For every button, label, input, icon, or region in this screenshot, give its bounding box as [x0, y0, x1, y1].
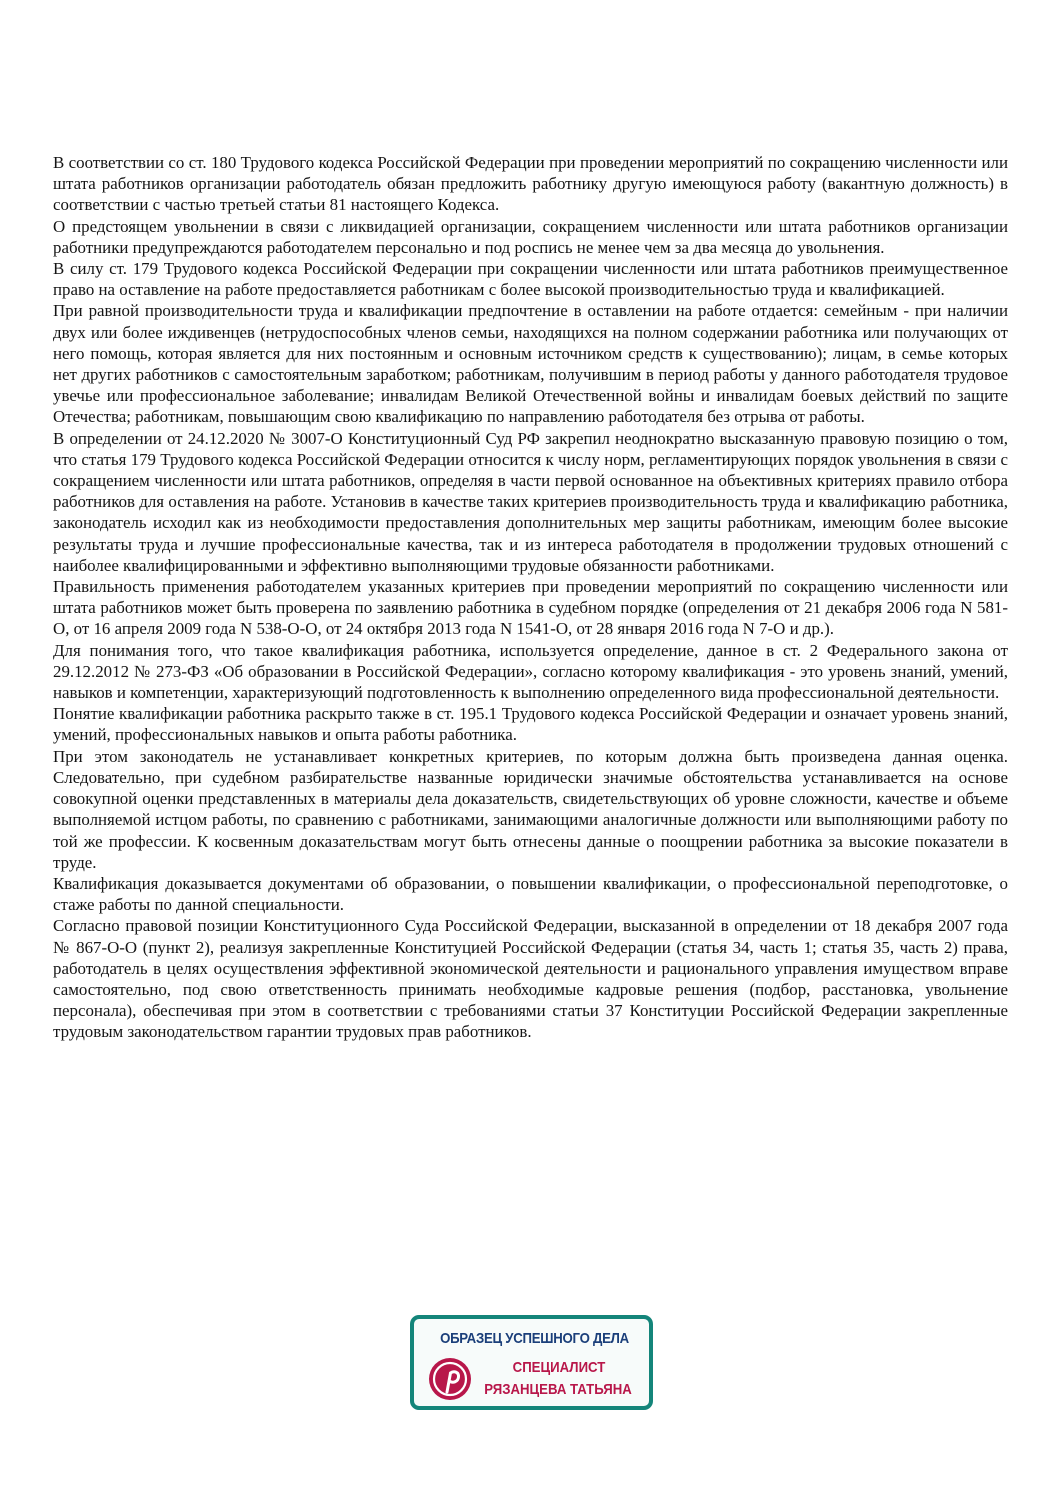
paragraph-constitutional-court-3007: В определении от 24.12.2020 № 3007-О Конституционный Суд РФ закрепил неоднократно высказанную правовую позицию о том, что статья 179 Трудового кодекса Российской Федерации относится к числу норм, регламентирующих порядок увольнения в связи с сокращением численности или штата работников, определяя в части первой основанное на объективных критериях правило отбора работников для оставления на работе. Установив в качестве таких критериев производительность труда и квалификацию работника, законодатель исходил как из необходимости предоставления дополнительных мер защиты работникам, имеющим более высокие результаты труда и лучшие профессиональные качества, так и из интереса работодателя в продолжении трудовых отношений с наиболее квалифицированными и эффективно выполняющими трудовые обязанности работниками.: [53, 428, 1008, 575]
paragraph-preference-order: При равной производительности труда и квалификации предпочтение в оставлении на работе отдается: семейным - при наличии двух или более иждивенцев (нетрудоспособных членов семьи, находящихся на полном содержании работника или получающих от него помощь, которая является для них постоянным и основным источником средств к существованию); лицам, в семье которых нет других работников с самостоятельным заработком; работникам, получившим в период работы у данного работодателя трудовое увечье или профессиональное заболевание; инвалидам Великой Отечественной войны и инвалидам боевых действий по защите Отечества; работникам, повышающим свою квалификацию по направлению работодателя без отрыва от работы.: [53, 301, 1008, 427]
paragraph-art-195-1: Понятие квалификации работника раскрыто также в ст. 195.1 Трудового кодекса Российской Федерации и означает уровень знаний, умений, профессиональных навыков и опыта работы работника.: [53, 704, 1008, 745]
document-body: [53, 152, 1008, 1043]
stamp-title: ОБРАЗЕЦ УСПЕШНОГО ДЕЛА: [440, 1330, 629, 1347]
paragraph-dismissal-notice: О предстоящем увольнении в связи с ликвидацией организации, сокращением численности или штата работников организации работники предупреждаются работодателем персонально и под роспись не менее чем за два месяца до увольнения.: [53, 216, 1008, 257]
paragraph-court-review: Правильность применения работодателем указанных критериев при проведении мероприятий по сокращению численности или штата работников может быть проверена по заявлению работника в судебном порядке (определения от 21 декабря 2006 года N 581-О, от 16 апреля 2009 года N 538-О-О, от 24 октября 2013 года N 1541-О, от 28 января 2016 года N 7-О и др.).: [53, 577, 1008, 639]
paragraph-art-180: В соответствии со ст. 180 Трудового кодекса Российской Федерации при проведении мероприятий по сокращению численности или штата работников организации работодатель обязан предложить работнику другую имеющуюся работу (вакантную должность) в соответствии с частью третьей статьи 81 настоящего Кодекса.: [53, 153, 1008, 215]
stamp-badge: [410, 1315, 653, 1410]
paragraph-qualification-proof: Квалификация доказывается документами об образовании, о повышении квалификации, о профессиональной переподготовке, о стаже работы по данной специальности.: [53, 873, 1008, 915]
paragraph-art-179: В силу ст. 179 Трудового кодекса Российской Федерации при сокращении численности или штата работников преимущественное право на оставление на работе предоставляется работникам с более высокой производительностью труда и квалификацией.: [53, 259, 1008, 300]
stamp-name: РЯЗАНЦЕВА ТАТЬЯНА: [484, 1381, 632, 1398]
paragraph-qualification-definition: Для понимания того, что такое квалификация работника, используется определение, данное в ст. 2 Федерального закона от 29.12.2012 № 273-ФЗ «Об образовании в Российской Федерации», согласно которому квалификация - это уровень знаний, умений, навыков и компетенции, характеризующий подготовленность к выполнению определенного вида профессиональной деятельности.: [53, 640, 1008, 703]
paragraph-constitutional-court-867: Согласно правовой позиции Конституционного Суда Российской Федерации, высказанной в определении от 18 декабря 2007 года № 867-О-О (пункт 2), реализуя закрепленные Конституцией Российской Федерации (статья 34, часть 1; статья 35, часть 2) права, работодатель в целях осуществления эффективной экономической деятельности и рационального управления имуществом вправе самостоятельно, под свою ответственность принимать необходимые кадровые решения (подбор, расстановка, увольнение персонала), обеспечивая при этом в соответствии с требованиями статьи 37 Конституции Российской Федерации закрепленные трудовым законодательством гарантии трудовых прав работников.: [53, 916, 1008, 1042]
paragraph-evaluation-criteria: При этом законодатель не устанавливает конкретных критериев, по которым должна быть произведена данная оценка. Следовательно, при судебном разбирательстве названные юридически значимые обстоятельства устанавливается на основе совокупной оценки представленных в материалы дела доказательств, свидетельствующих об уровне сложности, качестве и объеме выполняемой истцом работы, по сравнению с работниками, занимающими аналогичные должности или выполняющими работу по той же профессии. К косвенным доказательствам могут быть отнесены данные о поощрении работника за высокие показатели в труде.: [53, 746, 1008, 872]
stamp-role: СПЕЦИАЛИСТ: [512, 1359, 606, 1376]
pinterest-icon: [427, 1356, 473, 1402]
